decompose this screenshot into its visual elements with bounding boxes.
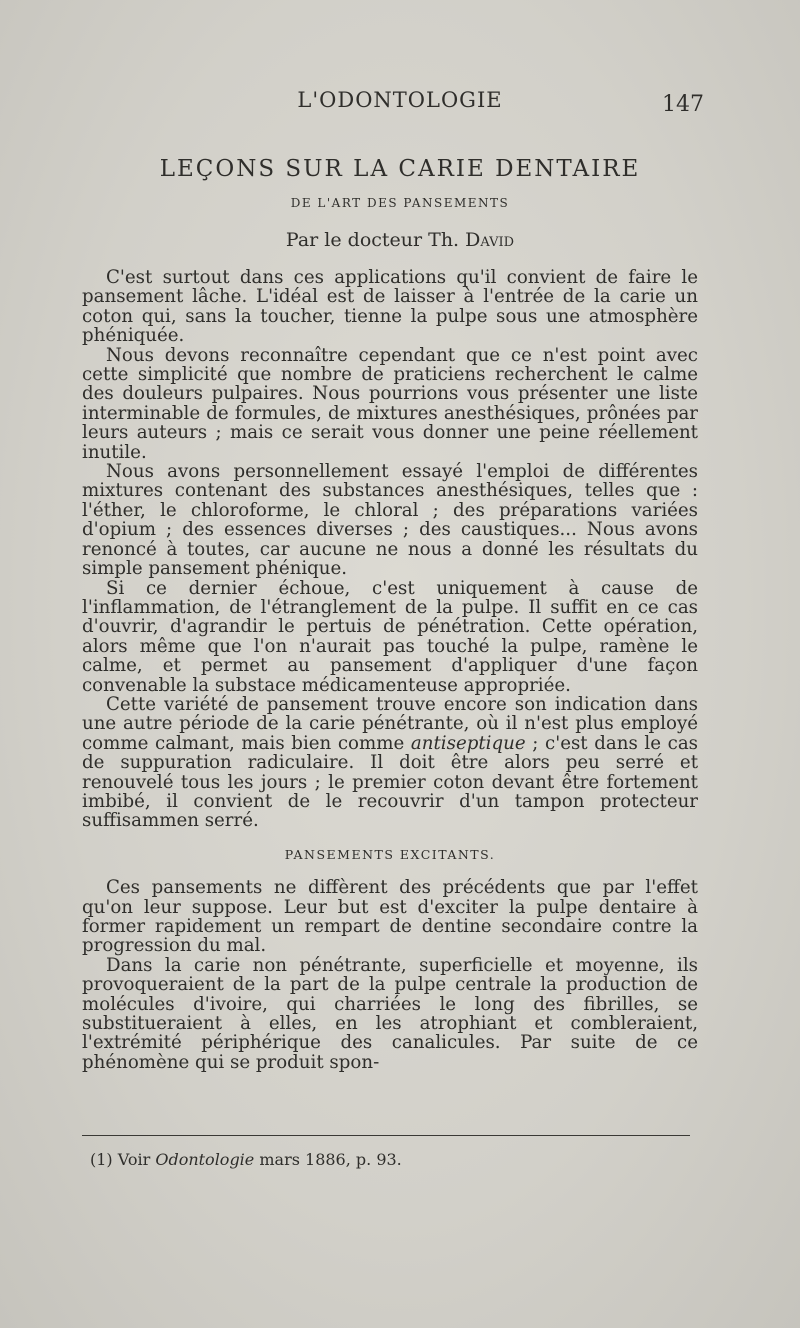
running-title: L'ODONTOLOGIE	[297, 88, 503, 112]
byline	[0, 229, 800, 251]
article-title: LEÇONS SUR LA CARIE DENTAIRE	[159, 156, 641, 182]
section-heading: PANSEMENTS EXCITANTS.	[284, 846, 496, 862]
paragraph: Nous avons personnellement essayé l'emploi de différentes mixtures contenant des substances anesthésiques, telles que : l'éther, le chloroforme, le chloral ; des préparations variées d'opium ; des essences diverses ; des caustiques... Nous avons renoncé à toutes, car aucune ne nous a donné les résultats du simple pansement phénique.	[82, 461, 698, 580]
page-number: 147	[662, 92, 704, 117]
paragraph	[82, 695, 698, 831]
byline-prefix: Par le docteur Th.	[285, 229, 466, 251]
paragraph-text: ; c'est dans le cas de suppuration radiculaire. Il doit être alors peu serré et renouvelé tous les jours ; le premier coton devant être fortement imbibé, il convient de le recouvrir d'un tampon protecteur suffisammen serré.	[82, 732, 698, 832]
paragraph: Si ce dernier échoue, c'est uniquement à cause de l'inflammation, de l'étranglement de la pulpe. Il suffit en ce cas d'ouvrir, d'agrandir le pertuis de pénétration. Cette opération, alors même que l'on n'aurait pas touché la pulpe, ramène le calme, et permet au pansement d'appliquer d'une façon convenable la substace médicamenteuse appropriée.	[82, 577, 698, 696]
paragraph: Ces pansements ne diffèrent des précédents que par l'effet qu'on leur suppose. Leur but est d'exciter la pulpe dentaire à former rapidement un rempart de dentine secondaire contre la progression du mal.	[82, 877, 698, 957]
paragraph: Nous devons reconnaître cependant que ce n'est point avec cette simplicité que nombre de praticiens recherchent le calme des douleurs pulpaires. Nous pourrions vous présenter une liste interminable de formules, de mixtures anesthésiques, prônées par leurs auteurs ; mais ce serait vous donner une peine réellement inutile.	[82, 344, 698, 463]
paragraph-text: Cette variété de pansement trouve encore son indication dans une autre période de la carie pénétrante, où il n'est plus employé comme calmant, mais bien comme	[82, 693, 698, 754]
paragraph: C'est surtout dans ces applications qu'il convient de faire le pansement lâche. L'idéal est de laisser à l'entrée de la carie un coton qui, sans la toucher, tienne la pulpe sous une atmosphère phéniquée.	[82, 267, 698, 347]
footnote-text: mars 1886, p. 93.	[254, 1150, 402, 1169]
byline-author: David	[465, 229, 515, 251]
footnote-marker: (1) Voir	[90, 1150, 156, 1169]
paragraph: Dans la carie non pénétrante, superficielle et moyenne, ils provoqueraient de la part de la pulpe centrale la production de molécules d'ivoire, qui charriées le long des fibrilles, se substitueraient à elles, en les atrophiant et combleraient, l'extrémité périphérique des canalicules. Par suite de ce phénomène qui se produit spon-	[82, 954, 698, 1073]
footnote	[90, 1150, 402, 1169]
article-subtitle: DE L'ART DES PANSEMENTS	[290, 196, 510, 210]
running-head	[0, 88, 800, 118]
emphasis-antiseptique: antiseptique	[410, 732, 526, 754]
body-text	[82, 268, 698, 1072]
footnote-journal: Odontologie	[155, 1150, 255, 1169]
footnote-rule	[82, 1135, 690, 1136]
